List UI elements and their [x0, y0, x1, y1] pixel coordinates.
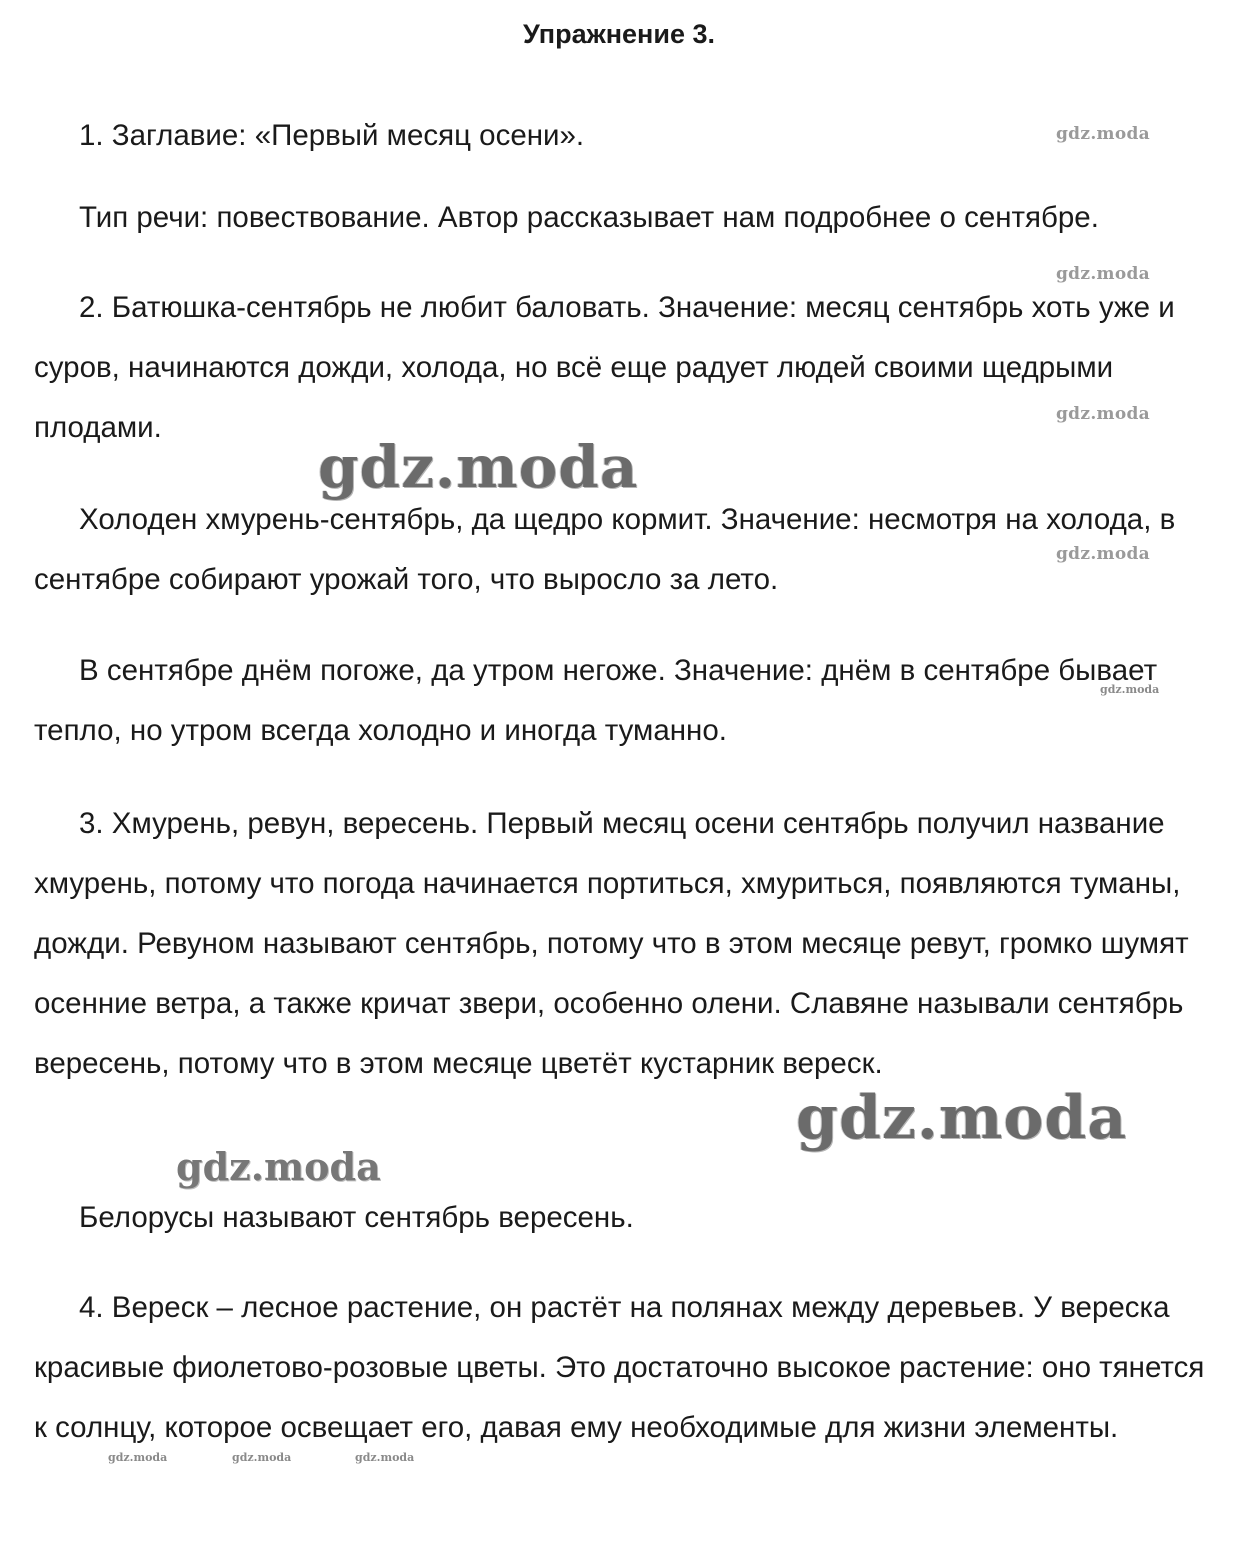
- watermark: gdz.moda: [355, 1451, 415, 1464]
- paragraph-belarus: Белорусы называют сентябрь вересень.: [79, 1201, 634, 1234]
- paragraph-proverb-3: В сентябре днём погоже, да утром негоже. Значение: днём в сентябре бывает тепло, но утром всегда холодно и иногда туманно.: [34, 654, 1158, 747]
- paragraph-month-names: 3. Хмурень, ревун, вересень. Первый месяц осени сентябрь получил название хмурень, потому что погода начинается портиться, хмуриться, появляются туманы, дожди. Ревуном называют сентябрь, потому что в этом месяце ревут, громко шумят осенние ветра, а также кричат звери, особенно олени. Славяне называли сентябрь вересень, потому что в этом месяце цветёт кустарник вереск.: [34, 807, 1189, 1080]
- watermark: gdz.moda: [232, 1451, 292, 1464]
- watermark-large: gdz.moda: [796, 1083, 1128, 1153]
- watermark: gdz.moda: [1056, 264, 1150, 284]
- watermark: gdz.moda: [1056, 404, 1150, 424]
- exercise-title: Упражнение 3.: [523, 19, 715, 49]
- watermark: gdz.moda: [1056, 544, 1150, 564]
- watermark: gdz.moda: [108, 1451, 168, 1464]
- watermark: gdz.moda: [1100, 683, 1160, 696]
- paragraph-proverb-1: 2. Батюшка-сентябрь не любит баловать. Значение: месяц сентябрь хоть уже и суров, начинаются дожди, холода, но всё еще радует людей своими щедрыми плодами.: [34, 291, 1175, 444]
- watermark: gdz.moda: [1056, 124, 1150, 144]
- paragraph-speech-type: Тип речи: повествование. Автор рассказывает нам подробнее о сентябре.: [79, 201, 1099, 234]
- paragraph-heather: 4. Вереск – лесное растение, он растёт на полянах между деревьев. У вереска красивые фиолетово-розовые цветы. Это достаточно высокое растение: оно тянется к солнцу, которое освещает его, давая ему необходимые для жизни элементы.: [34, 1291, 1205, 1444]
- watermark-large: gdz.moda: [318, 433, 639, 501]
- watermark-medium: gdz.moda: [176, 1144, 381, 1189]
- paragraph-proverb-2: Холоден хмурень-сентябрь, да щедро кормит. Значение: несмотря на холода, в сентябре собирают урожай того, что выросло за лето.: [34, 503, 1176, 596]
- paragraph-title-answer: 1. Заглавие: «Первый месяц осени».: [79, 119, 585, 152]
